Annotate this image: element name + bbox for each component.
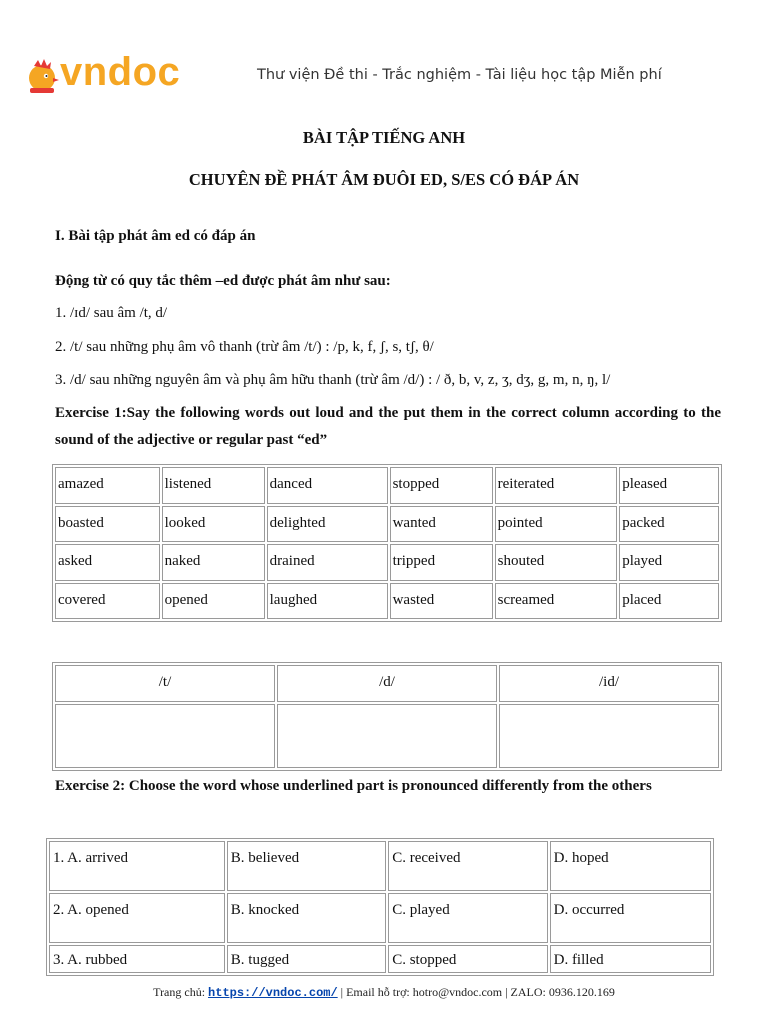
word-cell: asked (55, 544, 160, 581)
word-cell: delighted (267, 506, 388, 543)
word-cell: laughed (267, 583, 388, 620)
word-cell: drained (267, 544, 388, 581)
column-header-d: /d/ (277, 665, 497, 702)
word-cell: played (619, 544, 719, 581)
vndoc-logo (22, 50, 192, 98)
page-footer (0, 985, 768, 1000)
table-row (55, 544, 719, 581)
exercise2-question-table (46, 838, 714, 976)
word-cell: packed (619, 506, 719, 543)
table-row (49, 945, 711, 973)
word-cell: reiterated (495, 467, 618, 504)
option-cell: 2. A. opened (49, 893, 225, 943)
page-subtitle: CHUYÊN ĐỀ PHÁT ÂM ĐUÔI ED, S/ES CÓ ĐÁP ÁN (188, 170, 580, 189)
option-cell: 3. A. rubbed (49, 945, 225, 973)
header-tagline: Thư viện Đề thi - Trắc nghiệm - Tài liệu học tập Miễn phí (257, 67, 662, 83)
table-header-row (55, 665, 719, 702)
word-cell: shouted (495, 544, 618, 581)
word-cell: stopped (390, 467, 493, 504)
word-cell: looked (162, 506, 265, 543)
option-cell: D. filled (550, 945, 711, 973)
rule-3: 3. /d/ sau những nguyên âm và phụ âm hữu thanh (trừ âm /d/) : / ð, b, v, z, ʒ, dʒ, g, m, n, ŋ, l/ (55, 372, 611, 388)
option-cell: C. stopped (388, 945, 547, 973)
word-cell: placed (619, 583, 719, 620)
word-cell: screamed (495, 583, 618, 620)
word-cell: listened (162, 467, 265, 504)
word-cell: boasted (55, 506, 160, 543)
exercise1-word-table (52, 464, 722, 622)
column-header-id: /id/ (499, 665, 719, 702)
rule-2: 2. /t/ sau những phụ âm vô thanh (trừ âm /t/) : /p, k, f, ʃ, s, tʃ, θ/ (55, 339, 434, 355)
word-cell: amazed (55, 467, 160, 504)
rule-1: 1. /ɪd/ sau âm /t, d/ (55, 305, 168, 321)
option-cell: B. believed (227, 841, 386, 891)
word-cell: danced (267, 467, 388, 504)
word-cell: tripped (390, 544, 493, 581)
table-row (55, 506, 719, 543)
exercise1-answer-table (52, 662, 722, 771)
answer-cell (55, 704, 275, 768)
option-cell: D. hoped (550, 841, 711, 891)
page-title: BÀI TẬP TIẾNG ANH (302, 128, 466, 147)
word-cell: wasted (390, 583, 493, 620)
option-cell: D. occurred (550, 893, 711, 943)
table-row (55, 467, 719, 504)
word-cell: pointed (495, 506, 618, 543)
option-cell: B. tugged (227, 945, 386, 973)
exercise1-prompt: Exercise 1:Say the following words out loud and the put them in the correct column according to the sound of the adjective or regular past “ed” (55, 405, 721, 448)
table-row (49, 893, 711, 943)
answer-cell (277, 704, 497, 768)
word-cell: pleased (619, 467, 719, 504)
column-header-t: /t/ (55, 665, 275, 702)
answer-row (55, 704, 719, 768)
exercise2-prompt: Exercise 2: Choose the word whose underlined part is pronounced differently from the others (55, 778, 652, 794)
rule-heading: Động từ có quy tắc thêm –ed được phát âm như sau: (55, 273, 391, 289)
rooster-mascot-icon (22, 56, 62, 96)
table-row (55, 583, 719, 620)
answer-cell (499, 704, 719, 768)
word-cell: naked (162, 544, 265, 581)
table-row (49, 841, 711, 891)
footer-prefix: Trang chủ: (153, 985, 209, 999)
homepage-link[interactable]: https://vndoc.com/ (208, 986, 338, 1000)
word-cell: wanted (390, 506, 493, 543)
section-heading: I. Bài tập phát âm ed có đáp án (55, 228, 256, 244)
footer-contact: | Email hỗ trợ: hotro@vndoc.com | ZALO: 0936.120.169 (337, 985, 615, 999)
option-cell: C. played (388, 893, 547, 943)
logo-wordmark: vndoc (60, 50, 181, 94)
option-cell: C. received (388, 841, 547, 891)
option-cell: B. knocked (227, 893, 386, 943)
word-cell: opened (162, 583, 265, 620)
option-cell: 1. A. arrived (49, 841, 225, 891)
word-cell: covered (55, 583, 160, 620)
